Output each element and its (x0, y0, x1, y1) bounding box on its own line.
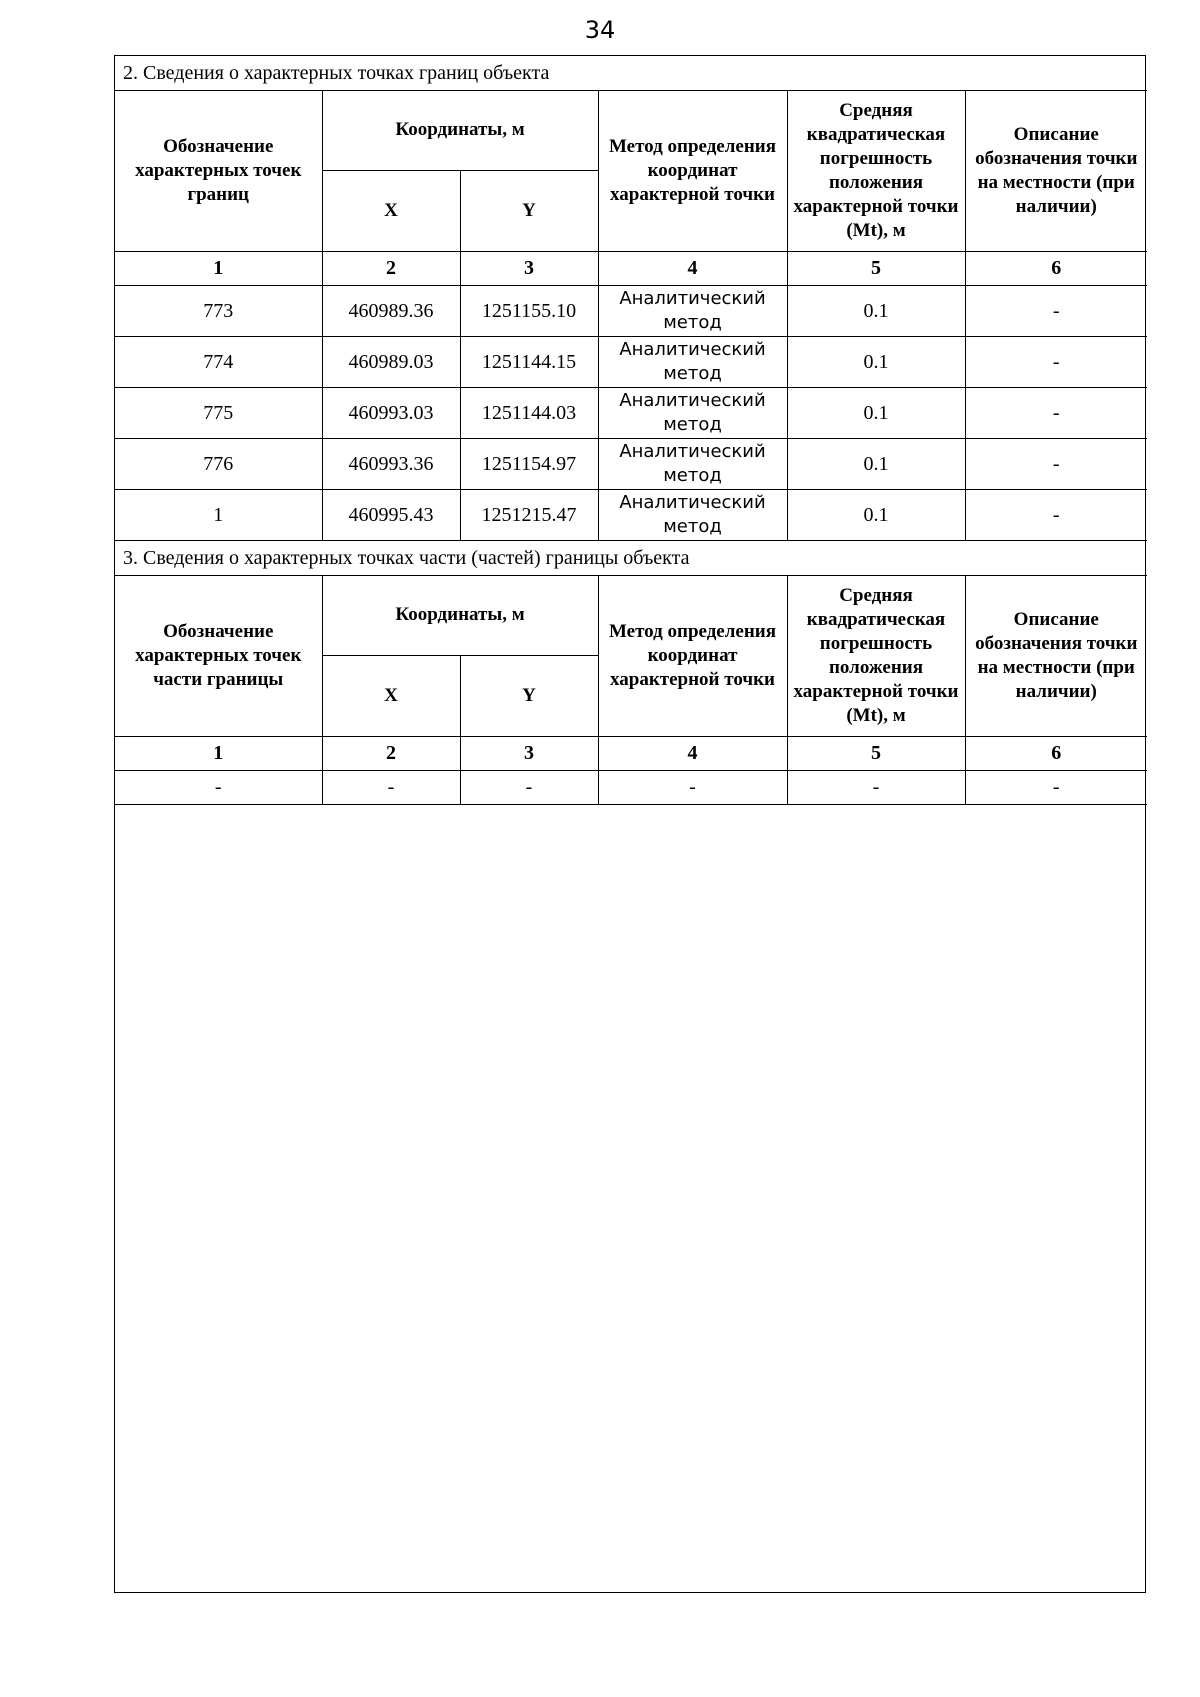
column-number: 1 (115, 251, 322, 285)
header-coordinates: Координаты, м (322, 575, 598, 655)
description-cell: - (965, 489, 1147, 540)
column-number: 2 (322, 251, 460, 285)
header-description: Описание обозначения точки на местности (при наличии) (965, 575, 1147, 736)
header-description: Описание обозначения точки на местности (при наличии) (965, 90, 1147, 251)
y-cell: 1251144.03 (460, 387, 598, 438)
y-cell: 1251154.97 (460, 438, 598, 489)
header-x: X (322, 170, 460, 251)
y-cell: - (460, 770, 598, 804)
x-cell: 460993.36 (322, 438, 460, 489)
page-number: 34 (584, 16, 616, 44)
error-cell: 0.1 (787, 438, 965, 489)
column-number: 6 (965, 736, 1147, 770)
method-cell: Аналитический метод (598, 489, 787, 540)
description-cell: - (965, 770, 1147, 804)
method-cell: Аналитический метод (598, 336, 787, 387)
y-cell: 1251215.47 (460, 489, 598, 540)
x-cell: 460989.36 (322, 285, 460, 336)
description-cell: - (965, 387, 1147, 438)
x-cell: 460989.03 (322, 336, 460, 387)
header-designation: Обозначение характерных точек части границы (115, 575, 322, 736)
table-row (115, 770, 1147, 804)
point-cell: 773 (115, 285, 322, 336)
boundary-points-table (115, 56, 1147, 805)
error-cell: 0.1 (787, 285, 965, 336)
header-y: Y (460, 655, 598, 736)
header-method: Метод определения координат характерной точки (598, 90, 787, 251)
error-cell: 0.1 (787, 336, 965, 387)
table-row (115, 285, 1147, 336)
method-cell: Аналитический метод (598, 387, 787, 438)
table-row (115, 336, 1147, 387)
table-row (115, 438, 1147, 489)
header-x: X (322, 655, 460, 736)
description-cell: - (965, 285, 1147, 336)
table-row (115, 489, 1147, 540)
column-number: 5 (787, 251, 965, 285)
column-number: 6 (965, 251, 1147, 285)
description-cell: - (965, 438, 1147, 489)
x-cell: 460993.03 (322, 387, 460, 438)
column-number: 3 (460, 251, 598, 285)
method-cell: Аналитический метод (598, 285, 787, 336)
column-number: 4 (598, 736, 787, 770)
y-cell: 1251155.10 (460, 285, 598, 336)
header-y: Y (460, 170, 598, 251)
point-cell: 1 (115, 489, 322, 540)
header-error: Средняя квадратическая погрешность положения характерной точки (Mt), м (787, 90, 965, 251)
header-error: Средняя квадратическая погрешность положения характерной точки (Mt), м (787, 575, 965, 736)
error-cell: 0.1 (787, 387, 965, 438)
y-cell: 1251144.15 (460, 336, 598, 387)
header-coordinates: Координаты, м (322, 90, 598, 170)
description-cell: - (965, 336, 1147, 387)
error-cell: - (787, 770, 965, 804)
method-cell: - (598, 770, 787, 804)
point-cell: 775 (115, 387, 322, 438)
method-cell: Аналитический метод (598, 438, 787, 489)
x-cell: 460995.43 (322, 489, 460, 540)
table-row (115, 387, 1147, 438)
column-number: 2 (322, 736, 460, 770)
section2-title: 2. Сведения о характерных точках границ объекта (115, 56, 1147, 90)
section3-title: 3. Сведения о характерных точках части (частей) границы объекта (115, 540, 1147, 575)
x-cell: - (322, 770, 460, 804)
point-cell: 776 (115, 438, 322, 489)
point-cell: - (115, 770, 322, 804)
header-method: Метод определения координат характерной точки (598, 575, 787, 736)
error-cell: 0.1 (787, 489, 965, 540)
document-frame (114, 55, 1146, 1593)
point-cell: 774 (115, 336, 322, 387)
column-number: 3 (460, 736, 598, 770)
column-number: 1 (115, 736, 322, 770)
column-number: 4 (598, 251, 787, 285)
header-designation: Обозначение характерных точек границ (115, 90, 322, 251)
column-number: 5 (787, 736, 965, 770)
